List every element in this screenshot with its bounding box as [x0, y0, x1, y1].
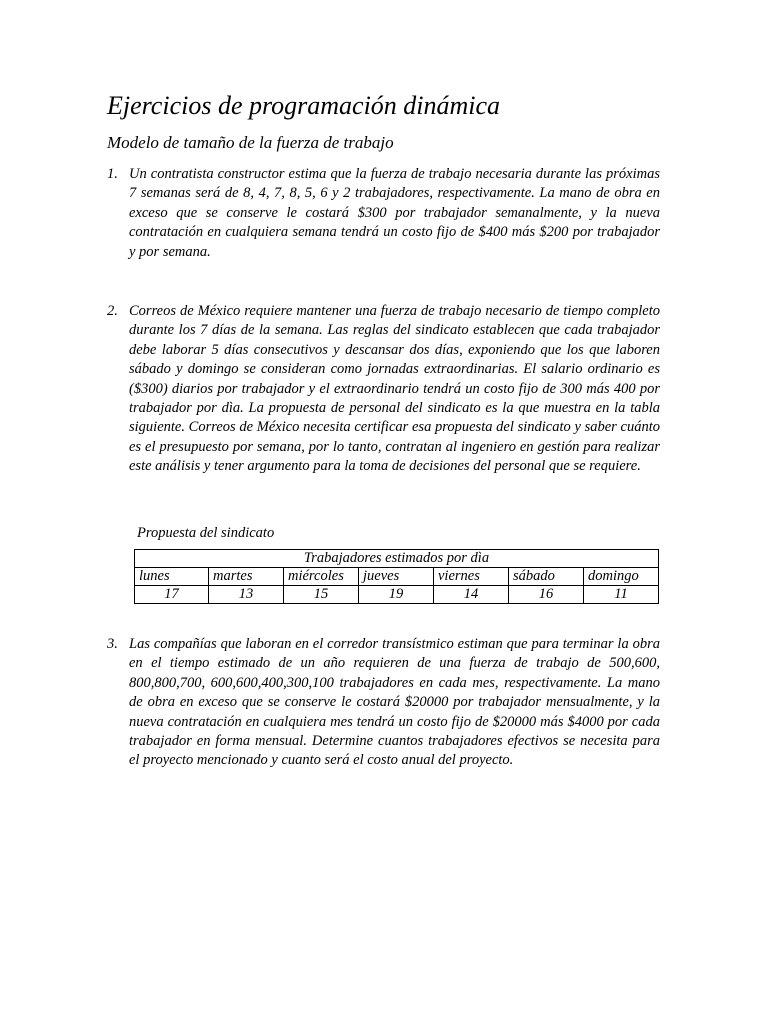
table-caption: Propuesta del sindicato	[137, 525, 275, 541]
table-day-cell: sábado	[509, 568, 584, 586]
table-day-cell: jueves	[359, 568, 434, 586]
table-day-cell: miércoles	[284, 568, 359, 586]
table-value-cell: 15	[284, 586, 359, 604]
table-value-cell: 14	[434, 586, 509, 604]
exercise-number: 2.	[107, 303, 118, 319]
table-days-row	[135, 568, 659, 586]
table-day-cell: martes	[209, 568, 284, 586]
table-header-row	[135, 550, 659, 568]
exercise-1	[107, 165, 660, 262]
page-subtitle: Modelo de tamaño de la fuerza de trabajo	[107, 133, 394, 152]
table-values-row	[135, 586, 659, 604]
table-day-cell: viernes	[434, 568, 509, 586]
page-title: Ejercicios de programación dinámica	[107, 91, 501, 120]
exercise-number: 1.	[107, 166, 118, 182]
exercise-2	[107, 302, 660, 477]
table-value-cell: 13	[209, 586, 284, 604]
exercise-number: 3.	[107, 636, 118, 652]
exercise-text: Correos de México requiere mantener una fuerza de trabajo necesario de tiempo completo durante los 7 días de la semana. Las reglas del sindicato establecen que cada trabajador debe laborar 5 días consecutivos y descansar dos días, exponiendo que los que laboren sábado y domingo se consideran como jornadas extraordinarias. El salario ordinario es ($300) diarios por trabajador y el extraordinario tendrá un costo fijo de 300 más 400 por trabajador por dìa. La propuesta de personal del sindicato es la que muestra en la tabla siguiente. Correos de México necesita certificar esa propuesta del sindicato y saber cuánto es el presupuesto por semana, por lo tanto, contratan al ingeniero en gestión para realizar este análisis y tener argumento para la toma de decisiones del personal que se requiere.	[129, 303, 660, 475]
workers-table	[134, 549, 659, 604]
table-day-cell: lunes	[135, 568, 209, 586]
table-value-cell: 19	[359, 586, 434, 604]
table-value-cell: 11	[584, 586, 659, 604]
table-value-cell: 17	[135, 586, 209, 604]
table-day-cell: domingo	[584, 568, 659, 586]
table-header: Trabajadores estimados por dìa	[135, 550, 659, 568]
exercise-text: Un contratista constructor estima que la fuerza de trabajo necesaria durante las próximas 7 semanas será de 8, 4, 7, 8, 5, 6 y 2 trabajadores, respectivamente. La mano de obra en exceso que se conserve le costará $300 por trabajador semanalmente, y la nueva contratación en cualquiera semana tendrá un costo fijo de $400 más $200 por trabajador y por semana.	[129, 166, 660, 260]
exercise-3	[107, 635, 660, 771]
table-value-cell: 16	[509, 586, 584, 604]
exercise-text: Las compañías que laboran en el corredor transístmico estiman que para terminar la obra en el tiempo estimado de un año requieren de una fuerza de trabajo de 500,600, 800,800,700, 600,600,400,300,100 trabajadores en cada mes, respectivamente. La mano de obra en exceso que se conserve le costará $20000 por trabajador mensualmente, y la nueva contratación en cualquiera mes tendrá un costo fijo de $20000 más $4000 por cada trabajador en forma mensual. Determine cuantos trabajadores efectivos se necesita para el proyecto mencionado y cuanto será el costo anual del proyecto.	[129, 636, 660, 769]
